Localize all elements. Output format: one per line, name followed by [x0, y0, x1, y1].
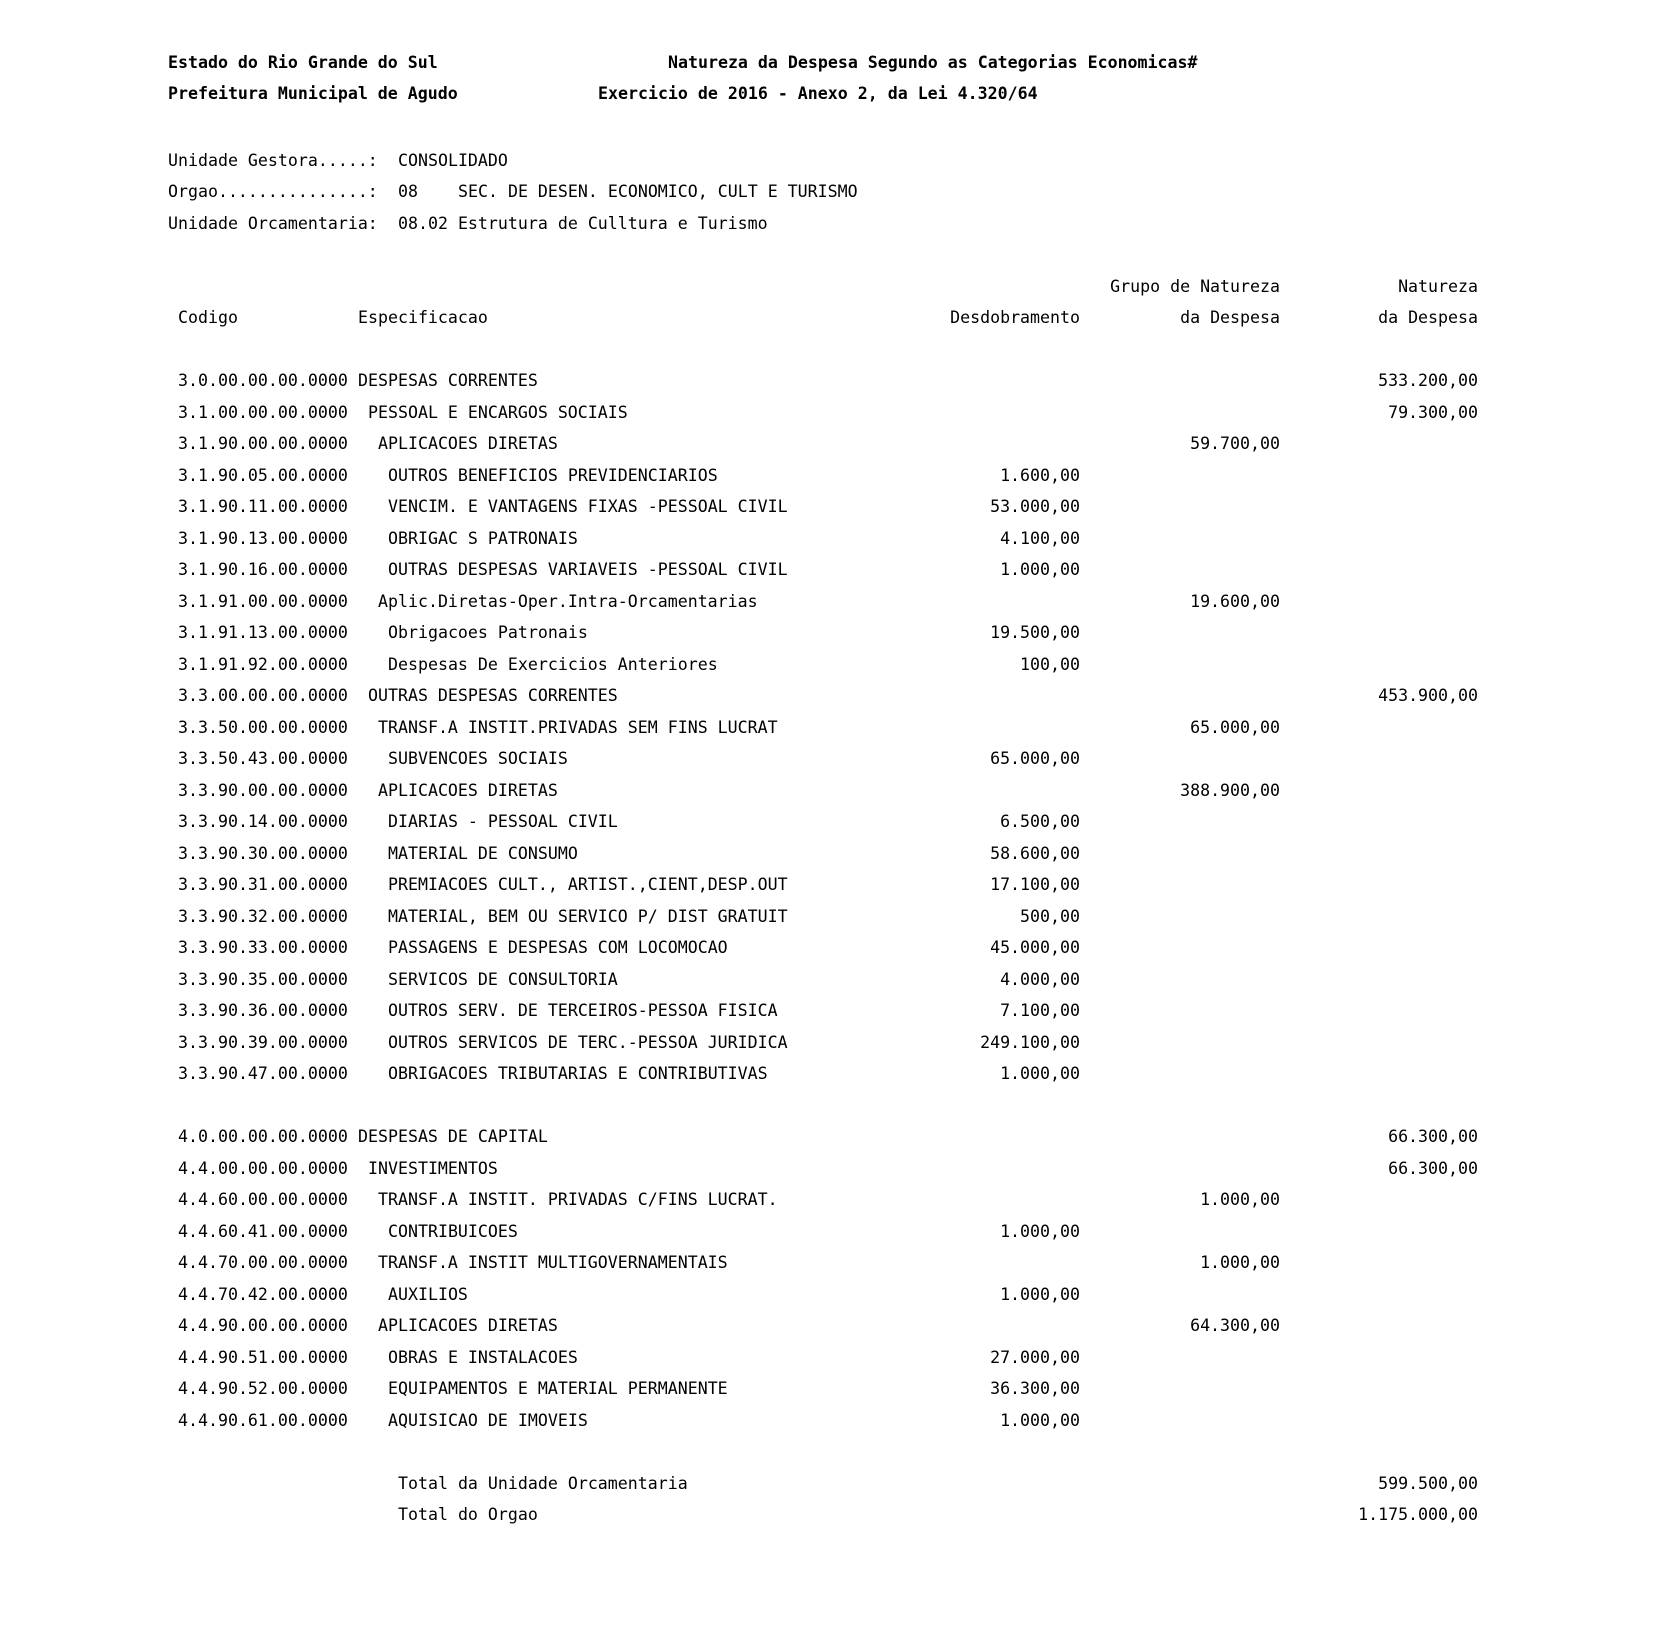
row-natureza-value: 66.300,00	[1388, 1127, 1478, 1146]
row-desdobramento-value: 1.000,00	[1000, 1221, 1080, 1241]
row-especificacao: OBRIGACOES TRIBUTARIAS E CONTRIBUTIVAS	[388, 1064, 768, 1083]
total-orgao-row	[0, 1499, 1653, 1531]
row-code: 3.3.00.00.00.0000	[178, 686, 348, 705]
row-grupo-value: 388.900,00	[1180, 780, 1280, 800]
row-especificacao: Despesas De Exercicios Anteriores	[388, 654, 718, 674]
col-header-especificacao: Especificacao	[358, 308, 488, 327]
row-desdobramento-value: 1.000,00	[1000, 560, 1080, 579]
table-row	[0, 743, 1653, 775]
table-row	[0, 523, 1653, 555]
row-code: 3.3.90.30.00.0000	[178, 843, 348, 863]
table-row	[0, 1184, 1653, 1216]
row-especificacao: AQUISICAO DE IMOVEIS	[388, 1410, 588, 1430]
table-row	[0, 554, 1653, 586]
row-desdobramento-value: 500,00	[1020, 906, 1080, 926]
table-row	[0, 932, 1653, 964]
unidade-orcamentaria-label: Unidade Orcamentaria:	[168, 213, 378, 233]
row-especificacao: DIARIAS - PESSOAL CIVIL	[388, 812, 618, 831]
row-desdobramento-value: 58.600,00	[990, 843, 1080, 863]
row-especificacao: OUTRAS DESPESAS VARIAVEIS -PESSOAL CIVIL	[388, 560, 788, 579]
row-desdobramento-value: 1.000,00	[1000, 1064, 1080, 1083]
row-especificacao: VENCIM. E VANTAGENS FIXAS -PESSOAL CIVIL	[388, 497, 788, 516]
row-especificacao: APLICACOES DIRETAS	[378, 780, 558, 800]
unidade-gestora-value: CONSOLIDADO	[398, 150, 508, 170]
unidade-gestora-label: Unidade Gestora.....:	[168, 150, 378, 170]
table-row	[0, 1216, 1653, 1248]
row-especificacao: SERVICOS DE CONSULTORIA	[388, 969, 618, 989]
row-especificacao: DESPESAS CORRENTES	[358, 371, 538, 390]
row-grupo-value: 64.300,00	[1190, 1316, 1280, 1335]
row-code: 3.3.90.31.00.0000	[178, 875, 348, 894]
row-natureza-value: 453.900,00	[1378, 686, 1478, 705]
row-natureza-value: 79.300,00	[1388, 402, 1478, 422]
row-desdobramento-value: 7.100,00	[1000, 1001, 1080, 1020]
row-code: 4.4.70.42.00.0000	[178, 1284, 348, 1304]
table-row	[0, 1310, 1653, 1342]
row-code: 3.1.90.13.00.0000	[178, 528, 348, 548]
table-row	[0, 460, 1653, 492]
row-code: 3.3.90.47.00.0000	[178, 1064, 348, 1083]
col-header-desdobramento: Desdobramento	[950, 308, 1080, 327]
table-row	[0, 1279, 1653, 1311]
row-especificacao: Aplic.Diretas-Oper.Intra-Orcamentarias	[378, 591, 758, 611]
row-desdobramento-value: 45.000,00	[990, 938, 1080, 957]
column-header-row1	[0, 271, 1653, 303]
row-especificacao: OBRIGAC S PATRONAIS	[388, 528, 578, 548]
row-desdobramento-value: 4.000,00	[1000, 969, 1080, 989]
row-especificacao: INVESTIMENTOS	[368, 1158, 498, 1178]
row-code: 4.4.90.00.00.0000	[178, 1316, 348, 1335]
row-code: 3.1.91.13.00.0000	[178, 623, 348, 642]
row-code: 3.3.90.33.00.0000	[178, 938, 348, 957]
table-row	[0, 712, 1653, 744]
row-desdobramento-value: 4.100,00	[1000, 528, 1080, 548]
total-unidade-row	[0, 1468, 1653, 1500]
col-header-grupo-line2: da Despesa	[1180, 308, 1280, 327]
row-especificacao: OUTRAS DESPESAS CORRENTES	[368, 686, 618, 705]
table-row	[0, 995, 1653, 1027]
table-row	[0, 1153, 1653, 1185]
row-especificacao: OBRAS E INSTALACOES	[388, 1347, 578, 1367]
table-row	[0, 869, 1653, 901]
row-especificacao: MATERIAL, BEM OU SERVICO P/ DIST GRATUIT	[388, 906, 788, 926]
total-unidade-label: Total da Unidade Orcamentaria	[398, 1473, 688, 1493]
row-code: 3.3.50.43.00.0000	[178, 749, 348, 768]
orgao-value: SEC. DE DESEN. ECONOMICO, CULT E TURISMO	[458, 182, 858, 201]
orgao-label: Orgao...............:	[168, 182, 378, 201]
col-header-natureza-line2: da Despesa	[1378, 308, 1478, 327]
row-especificacao: Obrigacoes Patronais	[388, 623, 588, 642]
row-code: 4.4.90.61.00.0000	[178, 1410, 348, 1430]
row-desdobramento-value: 1.000,00	[1000, 1284, 1080, 1304]
table-row	[0, 964, 1653, 996]
row-code: 4.4.70.00.00.0000	[178, 1253, 348, 1272]
table-row	[0, 680, 1653, 712]
row-natureza-value: 533.200,00	[1378, 371, 1478, 390]
row-especificacao: TRANSF.A INSTIT MULTIGOVERNAMENTAIS	[378, 1253, 728, 1272]
row-grupo-value: 1.000,00	[1200, 1253, 1280, 1272]
row-especificacao: PESSOAL E ENCARGOS SOCIAIS	[368, 402, 628, 422]
table-row	[0, 1342, 1653, 1374]
col-header-codigo: Codigo	[178, 308, 238, 327]
row-especificacao: CONTRIBUICOES	[388, 1221, 518, 1241]
row-desdobramento-value: 53.000,00	[990, 497, 1080, 516]
table-row	[0, 617, 1653, 649]
row-grupo-value: 19.600,00	[1190, 591, 1280, 611]
entity-municipality: Prefeitura Municipal de Agudo	[168, 84, 458, 103]
row-code: 3.1.90.05.00.0000	[178, 465, 348, 485]
table-row	[0, 365, 1653, 397]
total-unidade-value: 599.500,00	[1378, 1473, 1478, 1493]
row-code: 3.3.90.14.00.0000	[178, 812, 348, 831]
row-especificacao: EQUIPAMENTOS E MATERIAL PERMANENTE	[388, 1379, 728, 1398]
table-row	[0, 1027, 1653, 1059]
unidade-orcamentaria-value: 08.02 Estrutura de Culltura e Turismo	[398, 213, 768, 233]
row-natureza-value: 66.300,00	[1388, 1158, 1478, 1178]
row-especificacao: DESPESAS DE CAPITAL	[358, 1127, 548, 1146]
row-especificacao: TRANSF.A INSTIT. PRIVADAS C/FINS LUCRAT.	[378, 1190, 778, 1209]
row-code: 4.4.60.41.00.0000	[178, 1221, 348, 1241]
table-row	[0, 775, 1653, 807]
row-especificacao: OUTROS SERVICOS DE TERC.-PESSOA JURIDICA	[388, 1032, 788, 1052]
row-code: 3.1.00.00.00.0000	[178, 402, 348, 422]
table-row	[0, 586, 1653, 618]
table-row	[0, 649, 1653, 681]
row-especificacao: APLICACOES DIRETAS	[378, 1316, 558, 1335]
row-code: 4.0.00.00.00.0000	[178, 1127, 348, 1146]
row-especificacao: APLICACOES DIRETAS	[378, 434, 558, 453]
table-row	[0, 1373, 1653, 1405]
row-desdobramento-value: 17.100,00	[990, 875, 1080, 894]
row-code: 3.3.50.00.00.0000	[178, 717, 348, 737]
row-especificacao: SUBVENCOES SOCIAIS	[388, 749, 568, 768]
table-row	[0, 1247, 1653, 1279]
total-orgao-label: Total do Orgao	[398, 1505, 538, 1524]
table-row	[0, 428, 1653, 460]
total-orgao-value: 1.175.000,00	[1358, 1505, 1478, 1524]
table-row	[0, 838, 1653, 870]
row-desdobramento-value: 27.000,00	[990, 1347, 1080, 1367]
report-header-line1	[0, 47, 1653, 79]
orgao-code: 08	[398, 182, 418, 201]
row-code: 3.1.91.92.00.0000	[178, 654, 348, 674]
row-especificacao: PASSAGENS E DESPESAS COM LOCOMOCAO	[388, 938, 728, 957]
row-especificacao: OUTROS BENEFICIOS PREVIDENCIARIOS	[388, 465, 718, 485]
row-grupo-value: 65.000,00	[1190, 717, 1280, 737]
report-title: Natureza da Despesa Segundo as Categorias Economicas#	[668, 52, 1198, 72]
row-especificacao: MATERIAL DE CONSUMO	[388, 843, 578, 863]
table-row	[0, 1121, 1653, 1153]
row-especificacao: AUXILIOS	[388, 1284, 468, 1304]
row-code: 3.1.90.16.00.0000	[178, 560, 348, 579]
table-row	[0, 397, 1653, 429]
row-code: 3.0.00.00.00.0000	[178, 371, 348, 390]
row-desdobramento-value: 1.600,00	[1000, 465, 1080, 485]
table-row	[0, 1405, 1653, 1437]
info-orgao	[0, 176, 1653, 208]
row-code: 3.1.90.11.00.0000	[178, 497, 348, 516]
row-desdobramento-value: 6.500,00	[1000, 812, 1080, 831]
row-code: 4.4.60.00.00.0000	[178, 1190, 348, 1209]
row-code: 4.4.90.51.00.0000	[178, 1347, 348, 1367]
row-code: 3.3.90.39.00.0000	[178, 1032, 348, 1052]
row-code: 3.3.90.32.00.0000	[178, 906, 348, 926]
row-code: 3.3.90.00.00.0000	[178, 780, 348, 800]
report-header-line2	[0, 78, 1653, 110]
row-desdobramento-value: 1.000,00	[1000, 1410, 1080, 1430]
table-row	[0, 1058, 1653, 1090]
table-row	[0, 901, 1653, 933]
row-code: 3.1.90.00.00.0000	[178, 434, 348, 453]
col-header-natureza-line1: Natureza	[1398, 276, 1478, 296]
col-header-grupo-line1: Grupo de Natureza	[1110, 276, 1280, 296]
row-code: 3.3.90.36.00.0000	[178, 1001, 348, 1020]
row-code: 4.4.00.00.00.0000	[178, 1158, 348, 1178]
row-grupo-value: 1.000,00	[1200, 1190, 1280, 1209]
row-especificacao: PREMIACOES CULT., ARTIST.,CIENT,DESP.OUT	[388, 875, 788, 894]
row-desdobramento-value: 19.500,00	[990, 623, 1080, 642]
table-row	[0, 491, 1653, 523]
row-desdobramento-value: 100,00	[1020, 654, 1080, 674]
row-grupo-value: 59.700,00	[1190, 434, 1280, 453]
row-code: 3.1.91.00.00.0000	[178, 591, 348, 611]
row-desdobramento-value: 65.000,00	[990, 749, 1080, 768]
table-row	[0, 806, 1653, 838]
row-especificacao: TRANSF.A INSTIT.PRIVADAS SEM FINS LUCRAT	[378, 717, 778, 737]
row-desdobramento-value: 36.300,00	[990, 1379, 1080, 1398]
info-unidade-orcamentaria	[0, 208, 1653, 240]
row-desdobramento-value: 249.100,00	[980, 1032, 1080, 1052]
report-subtitle: Exercicio de 2016 - Anexo 2, da Lei 4.320/64	[598, 84, 1038, 103]
info-unidade-gestora	[0, 145, 1653, 177]
entity-state: Estado do Rio Grande do Sul	[168, 52, 438, 72]
row-especificacao: OUTROS SERV. DE TERCEIROS-PESSOA FISICA	[388, 1001, 778, 1020]
row-code: 4.4.90.52.00.0000	[178, 1379, 348, 1398]
column-header-row2	[0, 302, 1653, 334]
row-code: 3.3.90.35.00.0000	[178, 969, 348, 989]
